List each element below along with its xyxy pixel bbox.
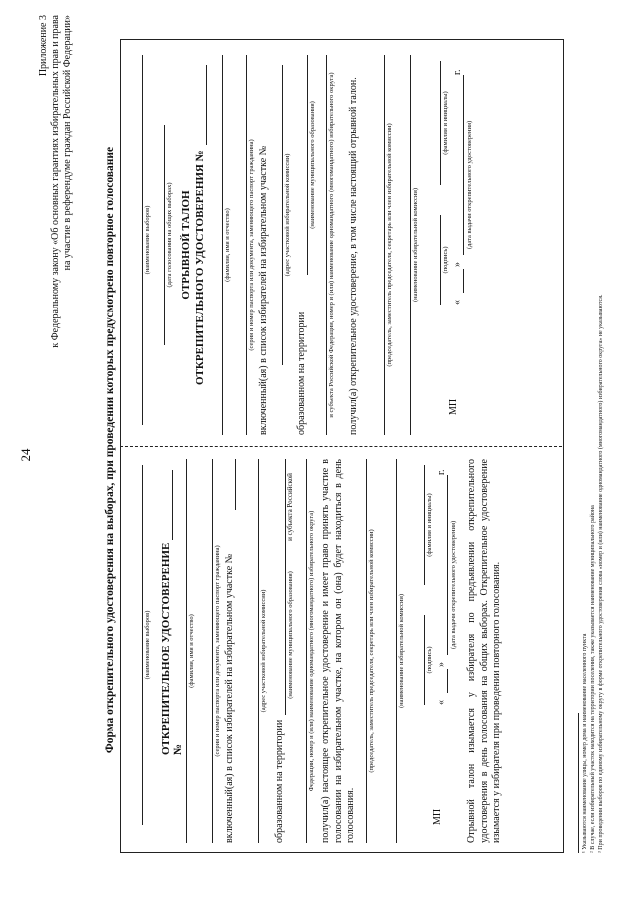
federation-caption: Федерации, номер и (или) наименование одномандатного (многомандатного) избирательного округа) [308,510,315,792]
fio-caption: (фамилия, имя и отчество) [188,614,195,688]
coupon-quote-open: « [452,300,463,305]
stamp-placeholder: МП [432,808,443,825]
coupon-included-text: включенный(ая) в список избирателей на избирательном участке № [258,145,269,435]
certificate-title: ОТКРЕПИТЕЛЬНОЕ УДОСТОВЕРЕНИЕ № [160,542,184,755]
precinct-address-caption: (адрес участковой избирательной комиссии) [260,589,267,713]
election-name-caption: (наименование выборов) [144,610,151,680]
included-text: включенный(ая) в список избирателей на избирательном участке № [224,553,235,843]
coupon-certificate-title: ОТКРЕПИТЕЛЬНОГО УДОСТОВЕРЕНИЯ № [194,150,206,385]
received-text: получил(а) настоящее открепительное удостоверение и имеет право принять участие в голосовании на избирательном участке, на котором он (она) будет находиться в день голосования. [320,459,356,843]
initials-caption: (фамилия и инициалы) [426,493,433,557]
appendix-line-2: к Федеральному закону «Об основных гарантиях избирательных прав и права [50,15,61,348]
coupon-title: ОТРЫВНОЙ ТАЛОН [180,190,192,300]
quote-close: » [436,662,447,667]
coupon-municipality-caption: (наименование муниципального образования) [309,101,316,229]
appendix-line-1: Приложение 3 [38,15,49,77]
coupon-passport-caption: (серия и номер паспорта или документа, заменяющего паспорт гражданина) [248,139,255,351]
coupon-stamp-placeholder: МП [448,398,459,415]
quote-open: « [436,700,447,705]
coupon-received-text: получил(а) открепительное удостоверение, в том числе настоящий отрывной талон. [348,77,359,435]
coupon-fio-caption: (фамилия, имя и отчество) [224,208,231,282]
coupon-signer-caption: (председатель, заместитель председателя, секретарь или член избирательной комиссии) [386,123,393,367]
coupon-formed-text: образованном на территории [296,311,307,435]
coupon-commission-caption: (наименование избирательной комиссии) [412,187,419,303]
commission-caption: (наименование избирательной комиссии) [398,593,405,709]
coupon-quote-close: » [452,262,463,267]
issue-date-caption: (дата выдачи открепительного удостоверения) [450,520,457,650]
appendix-line-3: на участие в референдуме граждан Российской Федерации» [62,15,73,271]
coupon-precinct-address-caption: (адрес участковой избирательной комиссии) [284,153,291,277]
coupon-federation-caption: и субъекта Российской Федерации, номер и (или) наименование одномандатного (многомандатного) избирательного округа) [328,72,335,418]
year-suffix: г. [436,469,447,475]
footnote-3: ³ При проведении выборов по единому избирательному округу в форме открепительного удостоверения слова «номер и (или) наименование одномандатного (многомандатного) избирательного округа» не указываются. [598,294,604,853]
coupon-note: Отрывной талон изымается у избирателя по предъявлении открепительного удостоверения в день голосования на общих выборах. Открепительное удостоверение изымается у избирателя при проведении повторного голосования. [466,459,502,843]
coupon-election-name-caption: (наименование выборов) [144,205,151,275]
signature-caption: (подпись) [426,646,433,674]
footnote-1: ¹ Указываются наименование улицы, номер дома и наименование населенного пункта [582,633,588,853]
passport-caption: (серия и номер паспорта или документа, заменяющего паспорт гражданина) [214,545,221,757]
signer-caption: (председатель, заместитель председателя, секретарь или член избирательной комиссии) [368,529,375,773]
vote-date-caption: (дата голосования на общих выборах) [166,182,173,288]
page-number: 24 [18,448,33,462]
municipality-caption: (наименование муниципального образования) [287,571,294,699]
coupon-year-suffix: г. [452,69,463,75]
coupon-signature-caption: (подпись) [442,246,449,274]
form-title: Форма открепительного удостоверения на выборах, при проведении которых предусмотрено повторное голосование [104,146,116,754]
cut-line [120,446,562,447]
federation-subject-text: и субъекта Российской [286,473,294,541]
coupon-issue-date-caption: (дата выдачи открепительного удостоверения) [466,120,473,250]
formed-text: образованном на территории [274,719,285,843]
coupon-initials-caption: (фамилия и инициалы) [442,91,449,155]
footnote-2: ² В случае, если избирательный участок находится на территории поселения, также указывается наименование муниципального района [590,505,596,853]
